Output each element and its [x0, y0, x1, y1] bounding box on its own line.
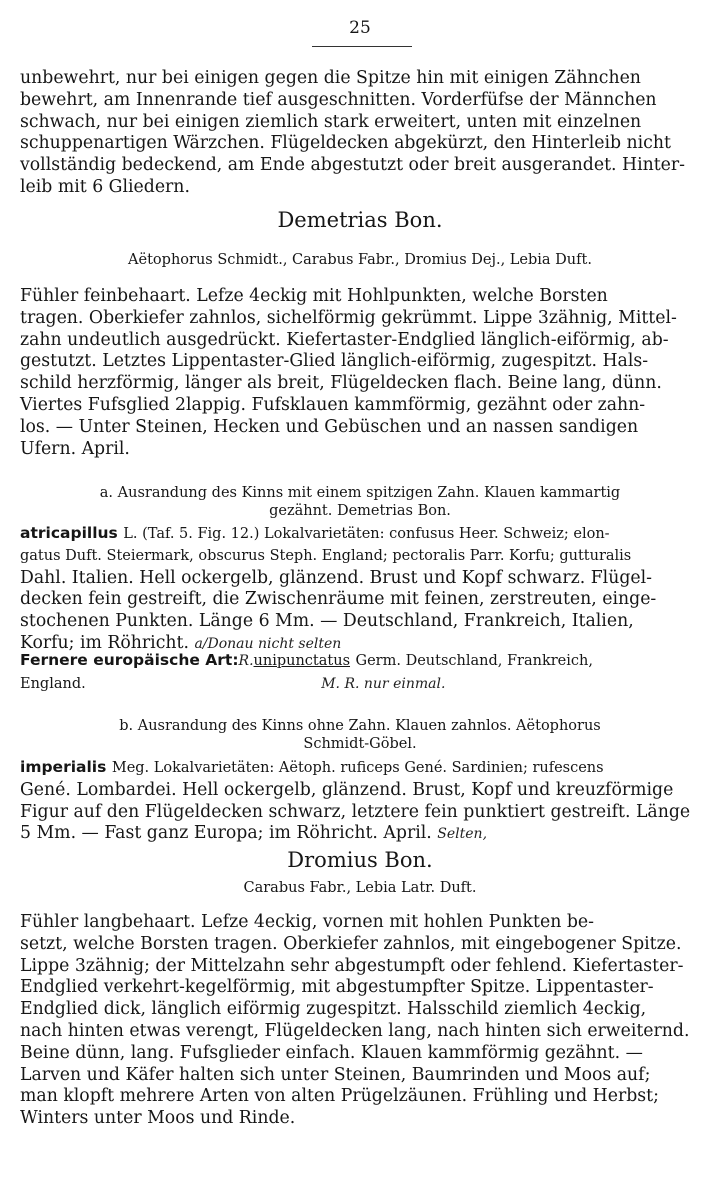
handwritten-note: a/Donau nicht selten	[194, 635, 342, 652]
further-species-name: unipunctatus	[253, 653, 351, 669]
description-line: schild herzförmig, länger als breit, Flügeldecken flach. Beine lang, dünn.	[20, 373, 662, 394]
dromius-description	[20, 912, 698, 1130]
species-line: L. (Taf. 5. Fig. 12.) Lokalvarietäten: confusus Heer. Schweiz; elon-	[123, 526, 610, 542]
page-number: 25	[349, 18, 371, 38]
intro-line: bewehrt, am Innenrande tief ausgeschnitten. Vorderfüfse der Männchen	[20, 89, 657, 110]
description-line: tragen. Oberkiefer zahnlos, sichelförmig gekrümmt. Lippe 3zähnig, Mittel-	[20, 307, 677, 328]
species-line: decken fein gestreift, die Zwischenräume mit feinen, zerstreuten, einge-	[20, 589, 657, 610]
species-line: stochenen Punkten. Länge 6 Mm. — Deutschland, Frankreich, Italien,	[20, 611, 634, 632]
description-line: Beine dünn, lang. Fufsglieder einfach. Klauen kammförmig gezähnt. —	[20, 1042, 643, 1063]
demetrias-description	[20, 286, 698, 460]
description-line: man klopft mehrere Arten von alten Prügelzäunen. Frühling und Herbst;	[20, 1086, 659, 1107]
species-name: atricapillus	[20, 524, 118, 542]
page-number-container	[0, 18, 720, 38]
species-line: Korfu; im Röhricht.	[20, 632, 189, 653]
description-line: Endglied dick, länglich eiförmig zugespitzt. Halsschild ziemlich 4eckig,	[20, 999, 647, 1020]
intro-line: unbewehrt, nur bei einigen gegen die Spitze hin mit einigen Zähnchen	[20, 68, 641, 88]
handwritten-note: Selten,	[437, 826, 488, 843]
intro-paragraph	[20, 68, 698, 199]
intro-line: vollständig bedeckend, am Ende abgestutzt oder breit ausgerandet. Hinter-	[20, 155, 686, 176]
genus-heading-demetrias: Demetrias Bon.	[277, 208, 443, 232]
handwritten-note: M. R. nur einmal.	[321, 675, 446, 692]
description-line: Winters unter Moos und Rinde.	[20, 1108, 296, 1129]
description-line: Viertes Fufsglied 2lappig. Fufsklauen kammförmig, gezähnt oder zahn-	[20, 394, 646, 415]
description-line: zahn undeutlich ausgedrückt. Kiefertaster-Endglied länglich-eiförmig, ab-	[20, 329, 669, 350]
further-species-line: England.	[20, 675, 86, 692]
handwritten-mark: R.	[238, 653, 254, 669]
species-imperialis	[20, 757, 698, 846]
description-line: Fühler langbehaart. Lefze 4eckig, vornen mit hohlen Punkten be-	[20, 912, 594, 932]
description-line: Ufern. April.	[20, 438, 130, 459]
further-species	[20, 650, 698, 696]
further-species-label: Fernere europäische Art:	[20, 651, 239, 669]
genus-synonyms-demetrias: Aëtophorus Schmidt., Carabus Fabr., Dromius Dej., Lebia Duft.	[128, 252, 592, 268]
description-line: gestutzt. Letztes Lippentaster-Glied länglich-eiförmig, zugespitzt. Hals-	[20, 351, 649, 372]
section-a-heading	[60, 484, 660, 520]
species-line: Dahl. Italien. Hell ockergelb, glänzend. Brust und Kopf schwarz. Flügel-	[20, 567, 652, 588]
section-b-line: Schmidt-Göbel.	[303, 736, 417, 752]
description-line: nach hinten etwas verengt, Flügeldecken lang, nach hinten sich erweiternd.	[20, 1020, 690, 1041]
description-line: Lippe 3zähnig; der Mittelzahn sehr abgestumpft oder fehlend. Kiefertaster-	[20, 955, 684, 976]
species-atricapillus	[20, 523, 698, 656]
intro-line: schwach, nur bei einigen ziemlich stark erweitert, unten mit einzelnen	[20, 111, 642, 132]
intro-line: leib mit 6 Gliedern.	[20, 176, 190, 197]
description-line: Larven und Käfer halten sich unter Steinen, Baumrinden und Moos auf;	[20, 1064, 651, 1085]
description-line: los. — Unter Steinen, Hecken und Gebüschen und an nassen sandigen	[20, 416, 639, 437]
section-a-line: gezähnt. Demetrias Bon.	[269, 503, 451, 519]
section-b-line: b. Ausrandung des Kinns ohne Zahn. Klauen zahnlos. Aëtophorus	[119, 718, 601, 734]
page-number-rule	[312, 46, 412, 47]
description-line: setzt, welche Borsten tragen. Oberkiefer zahnlos, mit eingebogener Spitze.	[20, 933, 682, 954]
genus-heading-dromius: Dromius Bon.	[287, 848, 433, 872]
description-line: Endglied verkehrt-kegelförmig, mit abgestumpfter Spitze. Lippentaster-	[20, 977, 654, 998]
section-a-line: a. Ausrandung des Kinns mit einem spitzigen Zahn. Klauen kammartig	[99, 485, 621, 501]
description-line: Fühler feinbehaart. Lefze 4eckig mit Hohlpunkten, welche Borsten	[20, 286, 608, 306]
intro-line: schuppenartigen Wärzchen. Flügeldecken abgekürzt, den Hinterleib nicht	[20, 133, 671, 154]
species-line: Gené. Lombardei. Hell ockergelb, glänzend. Brust, Kopf und kreuzförmige	[20, 779, 674, 800]
species-name: imperialis	[20, 758, 107, 776]
further-species-rest: Germ. Deutschland, Frankreich,	[355, 653, 593, 669]
species-line: 5 Mm. — Fast ganz Europa; im Röhricht. April.	[20, 823, 432, 844]
species-line: gatus Duft. Steiermark, obscurus Steph. England; pectoralis Parr. Korfu; gutturalis	[20, 547, 632, 564]
section-b-heading	[60, 717, 660, 753]
species-line: Meg. Lokalvarietäten: Aëtoph. ruficeps Gené. Sardinien; rufescens	[111, 760, 604, 776]
genus-synonyms-dromius: Carabus Fabr., Lebia Latr. Duft.	[243, 880, 477, 896]
species-line: Figur auf den Flügeldecken schwarz, letztere fein punktiert gestreift. Länge	[20, 801, 691, 822]
